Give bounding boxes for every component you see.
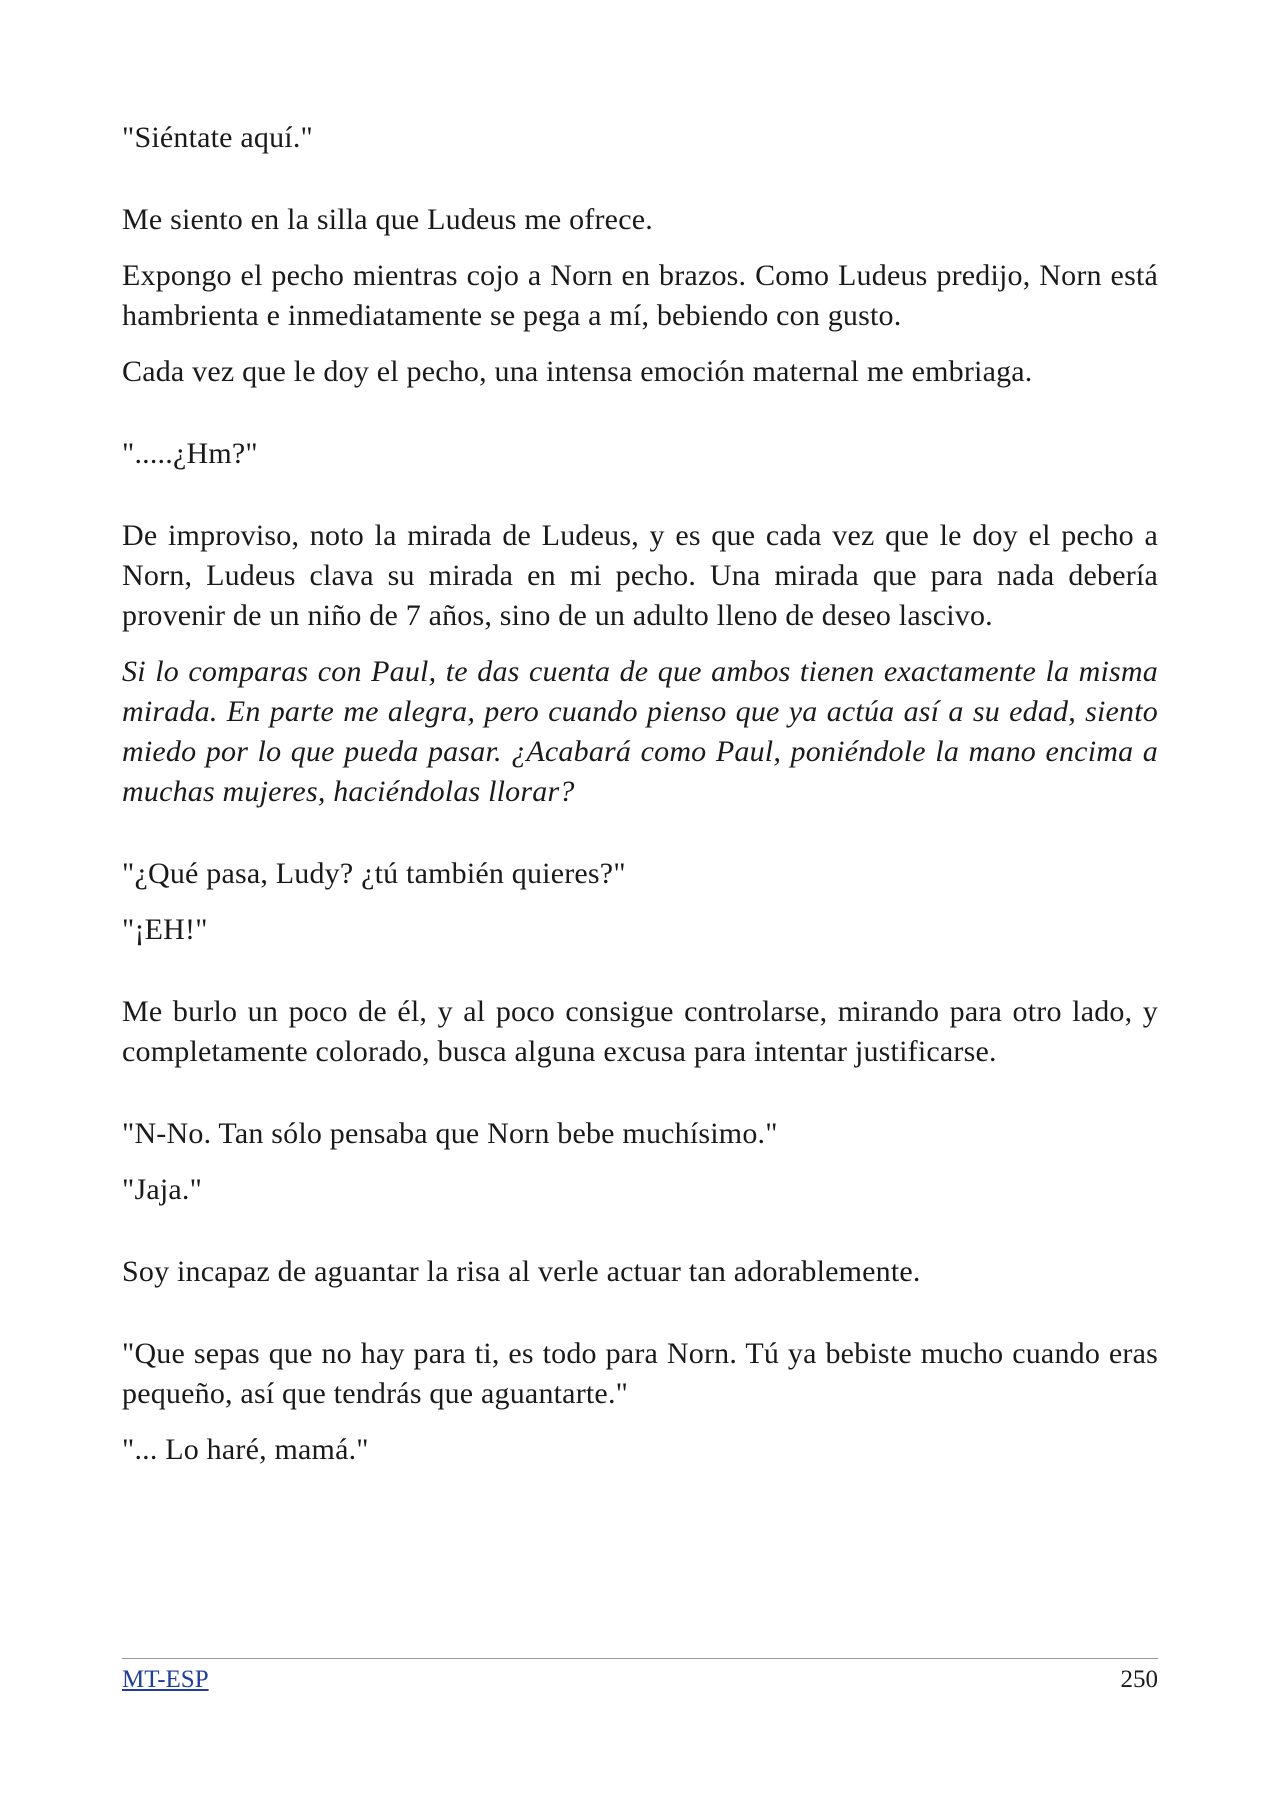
paragraph: "... Lo haré, mamá." — [122, 1433, 369, 1466]
paragraph: Soy incapaz de aguantar la risa al verle actuar tan adorablemente. — [122, 1255, 921, 1288]
paragraph: "¿Qué pasa, Ludy? ¿tú también quieres?" — [122, 857, 626, 890]
paragraph: "Que sepas que no hay para ti, es todo para Norn. Tú ya bebiste mucho cuando eras pequeño, así que tendrás que aguantarte." — [122, 1337, 1158, 1410]
paragraph: "Siéntate aquí." — [122, 121, 313, 154]
page-footer — [122, 1658, 1158, 1695]
paragraph: "N-No. Tan sólo pensaba que Norn bebe muchísimo." — [122, 1117, 778, 1150]
page-number: 250 — [1120, 1666, 1158, 1693]
paragraph: "¡EH!" — [122, 913, 208, 946]
footer-link[interactable]: MT-ESP — [122, 1666, 209, 1693]
paragraph: ".....¿Hm?" — [122, 437, 258, 470]
paragraph: "Jaja." — [122, 1173, 203, 1206]
paragraph: De improviso, noto la mirada de Ludeus, y es que cada vez que le doy el pecho a Norn, Ludeus clava su mirada en mi pecho. Una mirada que para nada debería provenir de un niño de 7 años, sino de un adulto lleno de deseo lascivo. — [122, 519, 1158, 632]
page-body — [122, 118, 1158, 1470]
paragraph: Me burlo un poco de él, y al poco consigue controlarse, mirando para otro lado, y completamente colorado, busca alguna excusa para intentar justificarse. — [122, 995, 1158, 1068]
paragraph: Cada vez que le doy el pecho, una intensa emoción maternal me embriaga. — [122, 355, 1033, 388]
paragraph: Me siento en la silla que Ludeus me ofrece. — [122, 203, 653, 236]
paragraph: Expongo el pecho mientras cojo a Norn en brazos. Como Ludeus predijo, Norn está hambrienta e inmediatamente se pega a mí, bebiendo con gusto. — [122, 259, 1158, 332]
italic-paragraph: Si lo comparas con Paul, te das cuenta de que ambos tienen exactamente la misma mirada. En parte me alegra, pero cuando pienso que ya actúa así a su edad, siento miedo por lo que pueda pasar. ¿Acabará como Paul, poniéndole la mano encima a muchas mujeres, haciéndolas llorar? — [122, 655, 1158, 808]
